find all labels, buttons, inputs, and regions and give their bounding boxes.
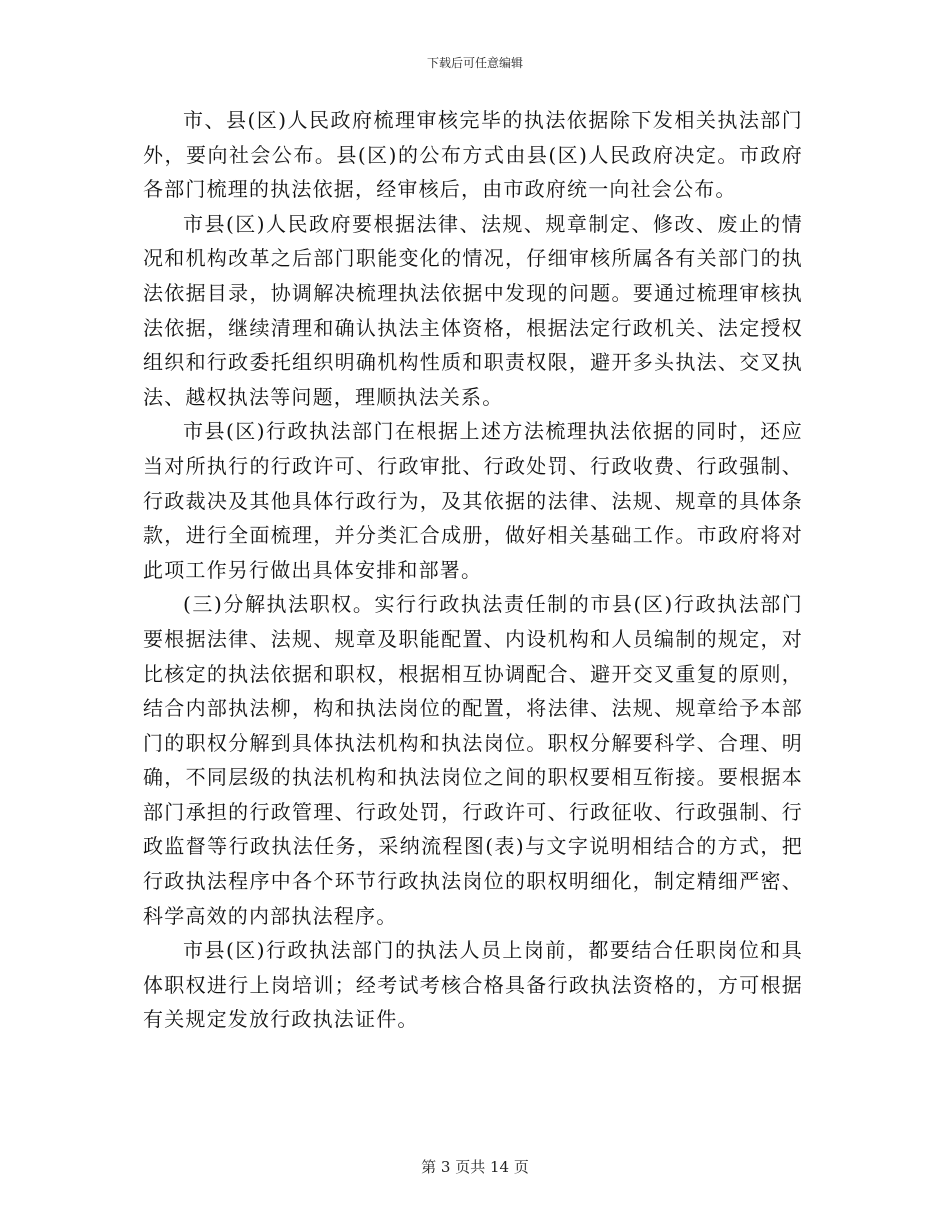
paragraph-1: 市、县(区)人民政府梳理审核完毕的执法依据除下发相关执法部门外，要向社会公布。县(区)的公布方式由县(区)人民政府决定。市政府各部门梳理的执法依据，经审核后，由市政府统一向社会公布。	[143, 108, 803, 202]
paragraph-4: (三)分解执法职权。实行行政执法责任制的市县(区)行政执法部门要根据法律、法规、规章及职能配置、内设机构和人员编制的规定，对比核定的执法依据和职权，根据相互协调配合、避开交叉重复的原则，结合内部执法柳，构和执法岗位的配置，将法律、法规、规章给予本部门的职权分解到具体执法机构和执法岗位。职权分解要科学、合理、明确，不同层级的执法机构和执法岗位之间的职权要相互衔接。要根据本部门承担的行政管理、行政处罚，行政许可、行政征收、行政强制、行政监督等行政执法任务，采纳流程图(表)与文字说明相结合的方式，把行政执法程序中各个环节行政执法岗位的职权明细化，制定精细严密、科学高效的内部执法程序。	[143, 592, 803, 928]
paragraph-5: 市县(区)行政执法部门的执法人员上岗前，都要结合任职岗位和具体职权进行上岗培训；经考试考核合格具备行政执法资格的，方可根据有关规定发放行政执法证件。	[143, 938, 803, 1032]
paragraph-3: 市县(区)行政执法部门在根据上述方法梳理执法依据的同时，还应当对所执行的行政许可、行政审批、行政处罚、行政收费、行政强制、行政裁决及其他具体行政行为，及其依据的法律、法规、规章的具体条款，进行全面梳理，并分类汇合成册，做好相关基础工作。市政府将对此项工作另行做出具体安排和部署。	[143, 419, 803, 582]
page-number-footer: 第 3 页共 14 页	[421, 1158, 529, 1176]
header-note: 下载后可任意编辑	[426, 56, 523, 70]
document-body	[143, 103, 803, 1037]
paragraph-2: 市县(区)人民政府要根据法律、法规、规章制定、修改、废止的情况和机构改革之后部门职能变化的情况，仔细审核所属各有关部门的执法依据目录，协调解决梳理执法依据中发现的问题。要通过梳理审核执法依据，继续清理和确认执法主体资格，根据法定行政机关、法定授权组织和行政委托组织明确机构性质和职责权限，避开多头执法、交叉执法、越权执法等问题，理顺执法关系。	[143, 211, 803, 409]
